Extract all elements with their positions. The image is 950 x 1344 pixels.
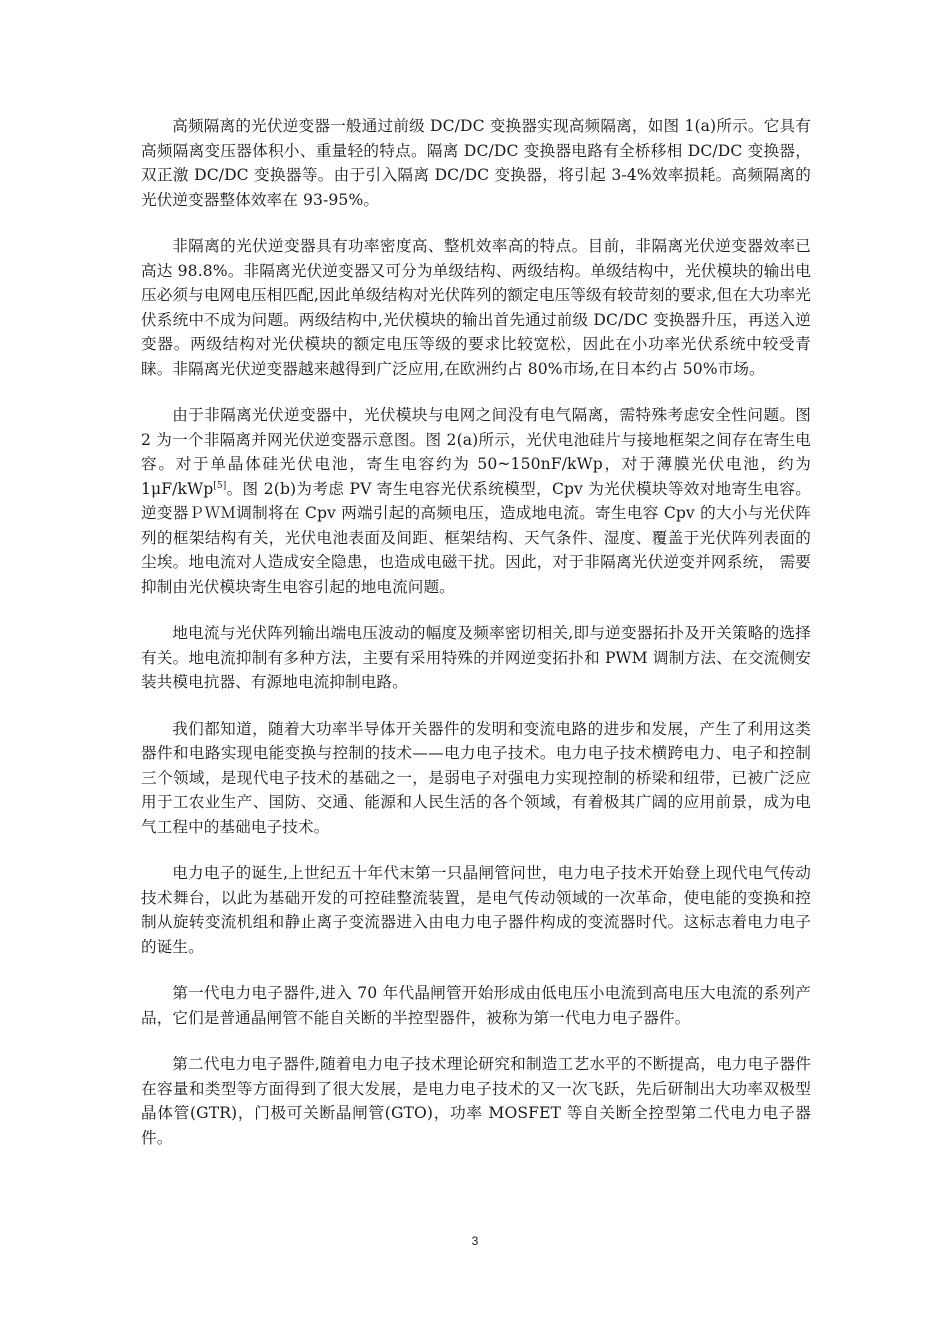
paragraph-parasitic-capacitance [141, 403, 811, 599]
paragraph-power-electronics-intro: 我们都知道，随着大功率半导体开关器件的发明和变流电路的进步和发展，产生了利用这类器件和电路实现电能变换与控制的技术——电力电子技术。电力电子技术横跨电力、电子和控制三个领域，是现代电子技术的基础之一，是弱电子对强电力实现控制的桥梁和纽带，已被广泛应用于工农业生产、国防、交通、能源和人民生活的各个领域，有着极其广阔的应用前景，成为电气工程中的基础电子技术。 [141, 719, 811, 836]
paragraph-text-part-1: 由于非隔离光伏逆变器中，光伏模块与电网之间没有电气隔离，需特殊考虑安全性问题。图 2 为一个非隔离并网光伏逆变器示意图。图 2(a)所示，光伏电池硅片与接地框架之间存在寄生电容。对于单晶体硅光伏电池，寄生电容约为 50~150nF/kWp，对于薄膜光伏电池，约为 1μF/kWp [141, 406, 811, 498]
paragraph-ground-current: 地电流与光伏阵列输出端电压波动的幅度及频率密切相关,即与逆变器拓扑及开关策略的选择有关。地电流抑制有多种方法，主要有采用特殊的并网逆变拓扑和 PWM 调制方法、在交流侧安装共模电抗器、有源地电流抑制电路。 [141, 624, 811, 691]
paragraph-non-isolated-inverter: 非隔离的光伏逆变器具有功率密度高、整机效率高的特点。目前，非隔离光伏逆变器效率已高达 98.8%。非隔离光伏逆变器又可分为单级结构、两级结构。单级结构中，光伏模块的输出电压必须与电网电压相匹配,因此单级结构对光伏阵列的额定电压等级有较苛刻的要求,但在大功率光伏系统中不成为问题。两级结构中,光伏模块的输出首先通过前级 DC/DC 变换器升压，再送入逆变器。两级结构对光伏模块的额定电压等级的要求比较宽松，因此在小功率光伏系统中较受青睐。非隔离光伏逆变器越来越得到广泛应用,在欧洲约占 80%市场,在日本约占 50%市场。 [141, 237, 811, 378]
paragraph-birth-of-power-electronics: 电力电子的诞生,上世纪五十年代末第一只晶闸管问世，电力电子技术开始登上现代电气传动技术舞台，以此为基础开发的可控硅整流装置，是电气传动领域的一次革命，使电能的变换和控制从旋转变流机组和静止离子变流器进入由电力电子器件构成的变流器时代。这标志着电力电子的诞生。 [141, 864, 811, 956]
page-number: 3 [471, 1234, 479, 1248]
paragraph-high-frequency-isolation: 高频隔离的光伏逆变器一般通过前级 DC/DC 变换器实现高频隔离，如图 1(a)所示。它具有高频隔离变压器体积小、重量轻的特点。隔离 DC/DC 变换器电路有全桥移相 DC/DC 变换器，双正激 DC/DC 变换器等。由于引入隔离 DC/DC 变换器，将引起 3-4%效率损耗。高频隔离的光伏逆变器整体效率在 93-95%。 [141, 117, 811, 209]
body-text [141, 114, 811, 1172]
paragraph-second-generation-devices: 第二代电力电子器件,随着电力电子技术理论研究和制造工艺水平的不断提高，电力电子器件在容量和类型等方面得到了很大发展，是电力电子技术的又一次飞跃，先后研制出大功率双极型晶体管(GTR)，门极可关断晶闸管(GTO)，功率 MOSFET 等自关断全控型第二代电力电子器件。 [141, 1055, 811, 1147]
citation-reference: [5] [213, 480, 227, 491]
paragraph-first-generation-devices: 第一代电力电子器件,进入 70 年代晶闸管开始形成由低电压小电流到高电压大电流的系列产品，它们是普通晶闸管不能自关断的半控型器件，被称为第一代电力电子器件。 [141, 984, 811, 1027]
paragraph-text-part-2: 。图 2(b)为考虑 PV 寄生电容光伏系统模型，Cpv 为光伏模块等效对地寄生电容。逆变器ＰＷＭ调制将在 Cpv 两端引起的高频电压，造成地电流。寄生电容 Cpv 的大小与光伏阵列的框架结构有关，光伏电池表面及间距、框架结构、天气条件、湿度、覆盖于光伏阵列表面的尘埃。地电流对人造成安全隐患，也造成电磁干扰。因此，对于非隔离光伏逆变并网系统， 需要抑制由光伏模块寄生电容引起的地电流问题。 [141, 479, 811, 596]
